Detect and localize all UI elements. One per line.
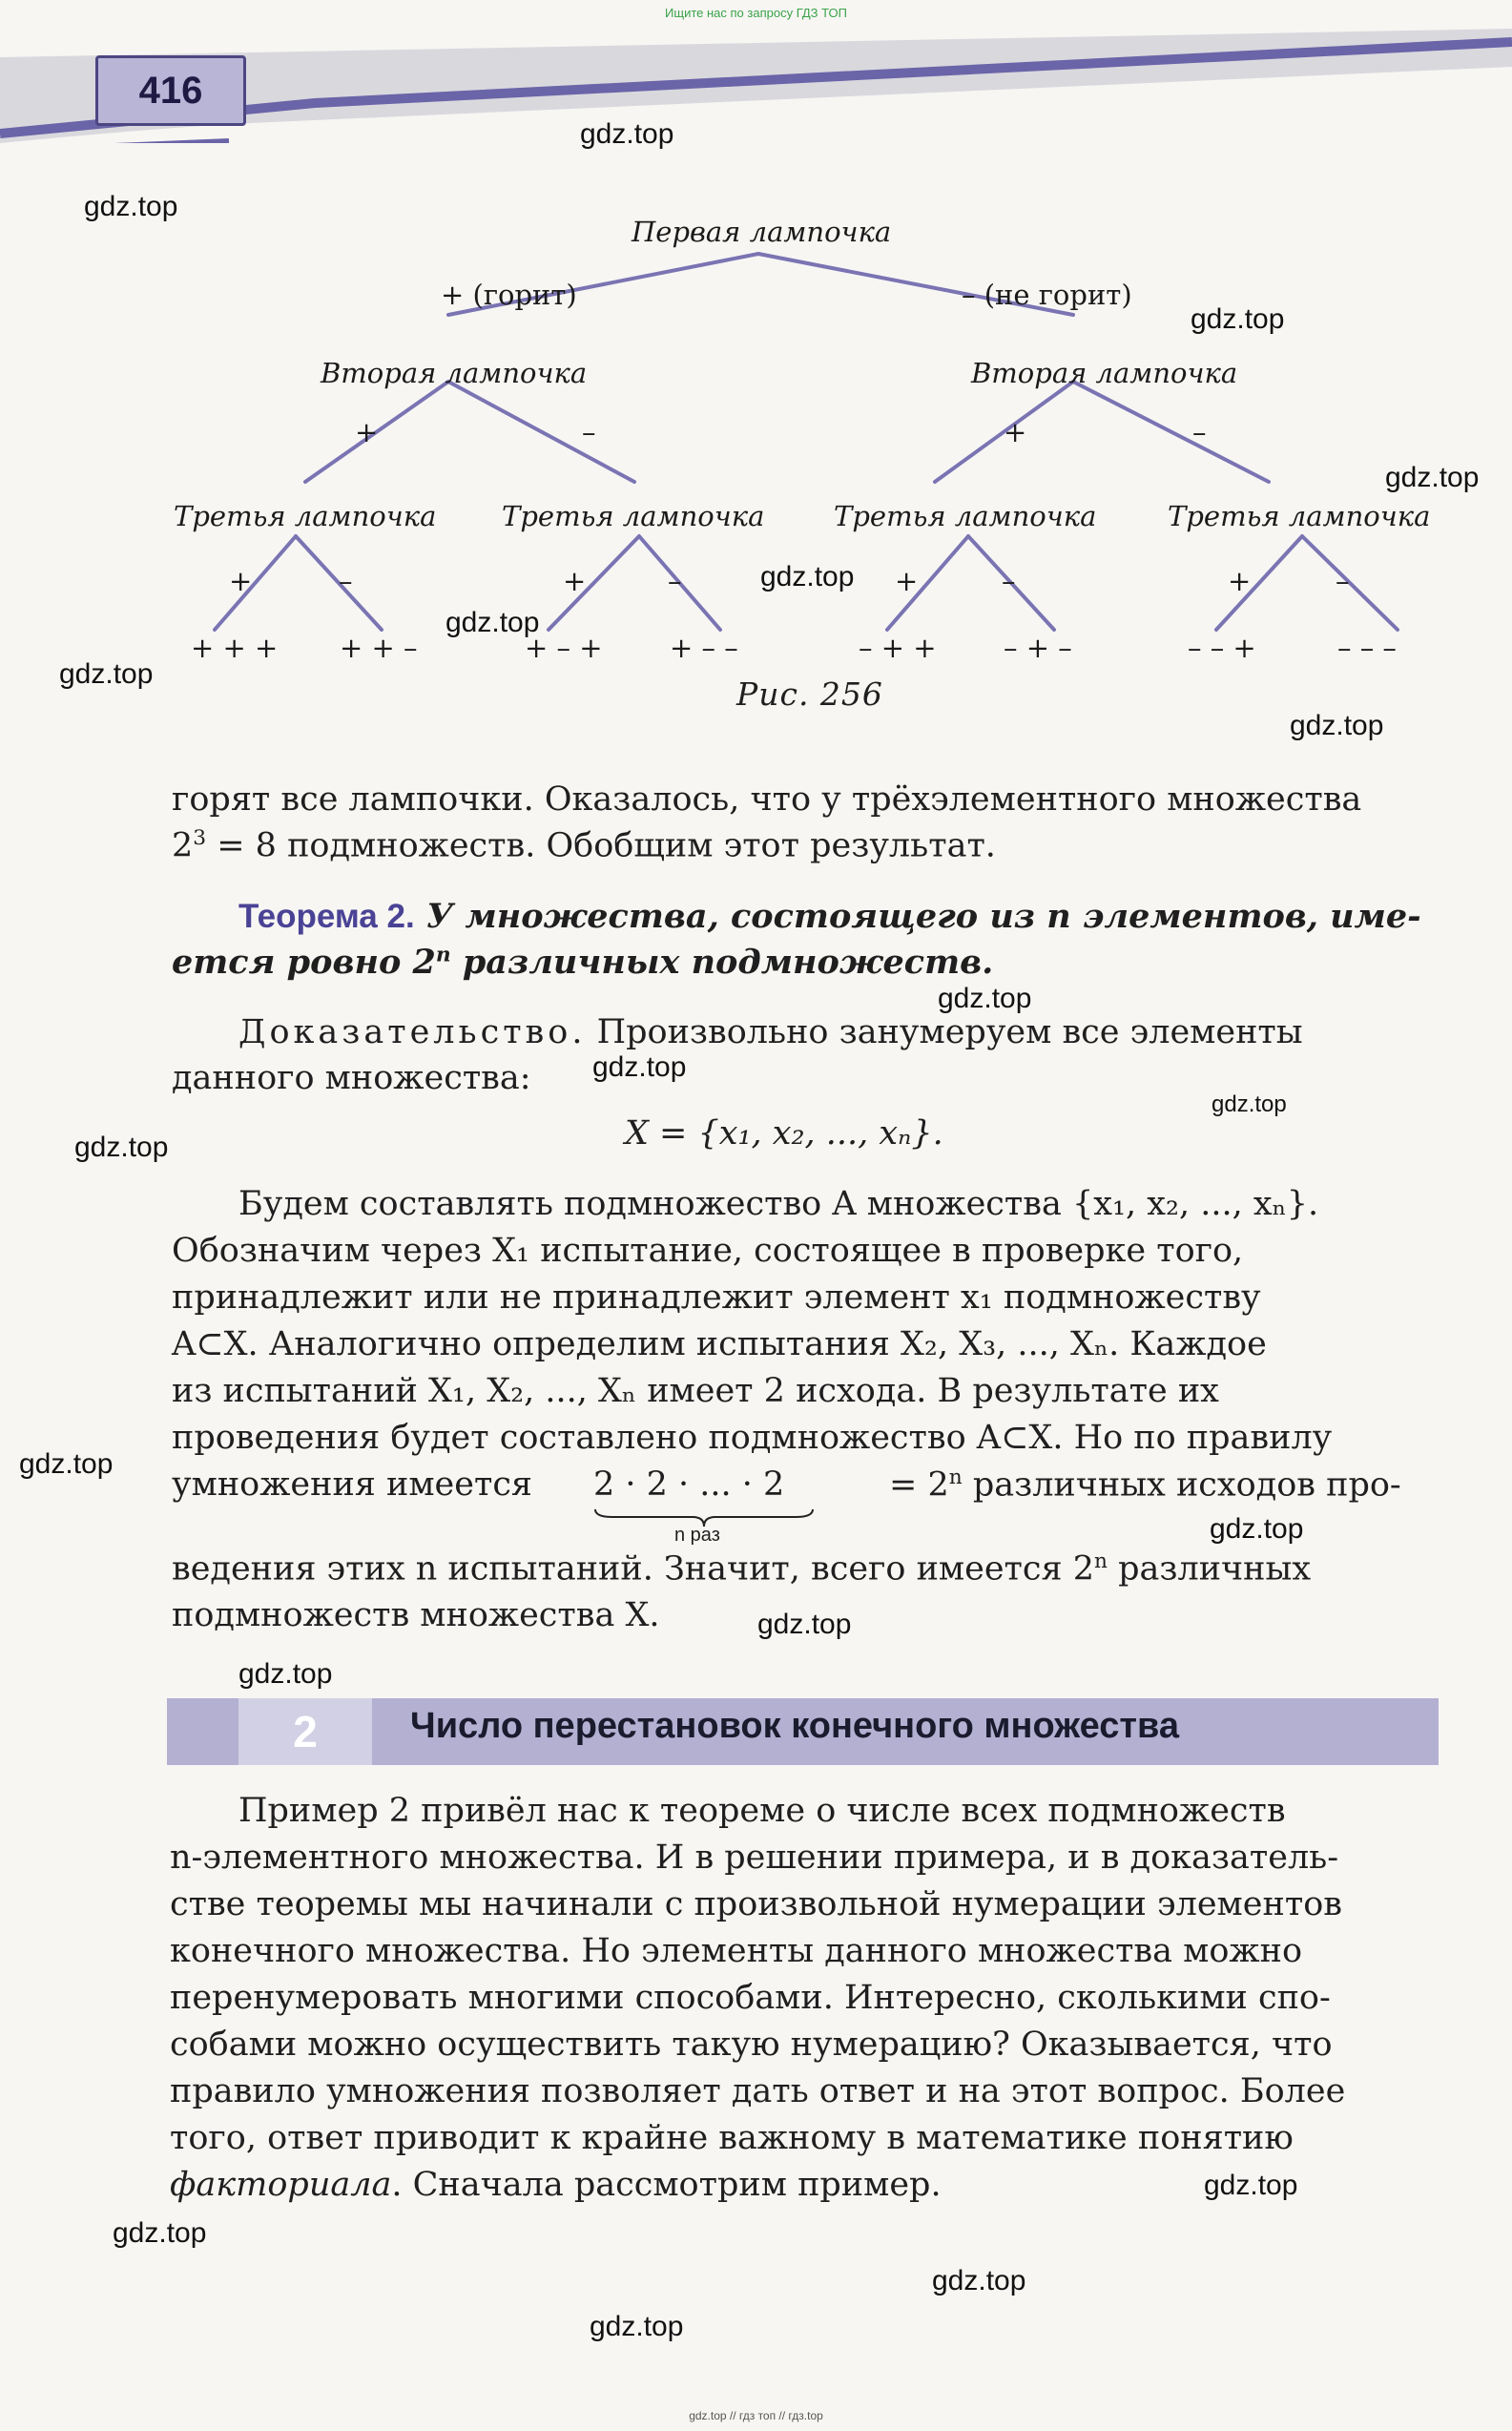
theorem-label: Теорема 2. [238, 898, 415, 935]
text-line: проведения будет составлено подмножество A⊂X. Но по правилу [172, 1419, 1333, 1457]
proof-line: данного множества: [172, 1059, 531, 1097]
watermark: gdz.top [1290, 710, 1384, 741]
tree-minus: – [1002, 565, 1016, 597]
tree-plus: + [1004, 416, 1027, 448]
tree-third-label: Третья лампочка [502, 500, 765, 532]
watermark: gdz.top [1212, 1091, 1287, 1117]
text-line: = $2^n$ различных исходов про- [889, 1465, 1401, 1505]
watermark: gdz.top [84, 191, 178, 222]
watermark: gdz.top [1385, 462, 1480, 493]
tree-leaf: + – + [525, 632, 603, 664]
figure-caption: Рис. 256 [736, 675, 883, 713]
tree-second-label-right: Вторая лампочка [971, 357, 1238, 389]
watermark: gdz.top [1191, 303, 1285, 335]
tree-branch-minus: – (не горит) [962, 279, 1132, 311]
set-formula: X = {x₁, x₂, ..., xₙ}. [625, 1114, 943, 1153]
theorem-line: ется ровно 2$^n$ различных подмножеств. [172, 943, 994, 982]
text-line: принадлежит или не принадлежит элемент x₁ подмножеству [172, 1278, 1261, 1317]
watermark: gdz.top [113, 2217, 207, 2249]
watermark: gdz.top [760, 561, 855, 592]
watermark: gdz.top [1210, 1513, 1304, 1545]
text-line: Будем составлять подмножество A множества {x₁, x₂, ..., xₙ}. [238, 1185, 1319, 1223]
product-expression: 2 · 2 · ... · 2 [593, 1465, 785, 1504]
tree-third-label: Третья лампочка [834, 500, 1097, 532]
tree-third-label: Третья лампочка [174, 500, 437, 532]
tree-leaf: + – – [670, 632, 738, 664]
top-note: Ищите нас по запросу ГДЗ ТОП [665, 6, 847, 20]
proof-word: Доказательство. [238, 1013, 587, 1051]
tree-leaf: – – – [1337, 632, 1397, 664]
watermark: gdz.top [74, 1132, 169, 1163]
tree-branch-plus: + (горит) [441, 279, 577, 311]
watermark: gdz.top [938, 983, 1032, 1014]
proof-line: Доказательство. Произвольно занумеруем все элементы [238, 1013, 1303, 1051]
watermark: gdz.top [238, 1658, 333, 1690]
tree-plus: + [1228, 565, 1252, 597]
watermark: gdz.top [1204, 2170, 1298, 2201]
tree-plus: + [895, 565, 919, 597]
watermark: gdz.top [59, 658, 154, 690]
text-line: Обозначим через X₁ испытание, состоящее в проверке того, [172, 1232, 1244, 1270]
text-line: $2^3 = 8$ подмножеств. Обобщим этот результат. [172, 826, 996, 865]
text-line: правило умножения позволяет дать ответ и на этот вопрос. Более [170, 2072, 1346, 2110]
text-line: Пример 2 привёл нас к теореме о числе всех подмножеств [238, 1792, 1286, 1830]
text-line: конечного множества. Но элементы данного множества можно [170, 1932, 1303, 1970]
text-line: факториала. Сначала рассмотрим пример. [170, 2166, 942, 2204]
watermark: gdz.top [580, 118, 674, 150]
tree-leaf: – + – [1004, 632, 1072, 664]
page-number: 416 [95, 55, 246, 126]
text-line: стве теоремы мы начинали с произвольной нумерации элементов [170, 1885, 1342, 1923]
text-line: горят все лампочки. Оказалось, что у трёхэлементного множества [172, 780, 1362, 819]
text-line: того, ответ приводит к крайне важному в математике понятию [170, 2119, 1294, 2157]
tree-minus: – [1336, 565, 1350, 597]
section-title: Число перестановок конечного множества [410, 1706, 1179, 1746]
watermark: gdz.top [590, 2311, 684, 2342]
tree-plus: + [355, 416, 379, 448]
text-line: из испытаний X₁, X₂, ..., Xₙ имеет 2 исхода. В результате их [172, 1372, 1219, 1410]
tree-leaf: + + – [340, 632, 418, 664]
theorem-line: Теорема 2. У множества, состоящего из n элементов, име- [238, 897, 1421, 936]
watermark: gdz.top [19, 1448, 114, 1480]
bottom-note: gdz.top // гдз топ // гдз.top [689, 2409, 823, 2422]
tree-minus: – [582, 416, 596, 448]
watermark: gdz.top [932, 2265, 1026, 2296]
tree-minus: – [668, 565, 682, 597]
watermark: gdz.top [592, 1051, 687, 1083]
section-number: 2 [238, 1698, 372, 1765]
watermark: gdz.top [757, 1609, 852, 1640]
tree-plus: + [229, 565, 253, 597]
tree-minus: – [1192, 416, 1207, 448]
watermark: gdz.top [445, 607, 540, 638]
tree-leaf: – – + [1188, 632, 1256, 664]
tree-root-label: Первая лампочка [632, 216, 892, 248]
text-line: собами можно осуществить такую нумерацию? Оказывается, что [170, 2026, 1333, 2064]
text-line: A⊂X. Аналогично определим испытания X₂, X₃, ..., Xₙ. Каждое [172, 1325, 1267, 1363]
text-line: n-элементного множества. И в решении примера, и в доказатель- [170, 1839, 1339, 1877]
term-factorial: факториала [170, 2166, 392, 2204]
text-line: ведения этих n испытаний. Значит, всего имеется 2$^n$ различных [172, 1549, 1312, 1589]
tree-leaf: – + + [859, 632, 937, 664]
underbrace-label: n раз [674, 1525, 720, 1546]
tree-second-label-left: Вторая лампочка [321, 357, 588, 389]
text-line: подмножеств множества X. [172, 1596, 660, 1634]
tree-third-label: Третья лампочка [1168, 500, 1431, 532]
tree-plus: + [563, 565, 587, 597]
text-line: перенумеровать многими способами. Интересно, сколькими спо- [170, 1979, 1331, 2017]
text-line: умножения имеется [172, 1465, 533, 1504]
tree-minus: – [339, 565, 353, 597]
tree-leaf: + + + [191, 632, 279, 664]
